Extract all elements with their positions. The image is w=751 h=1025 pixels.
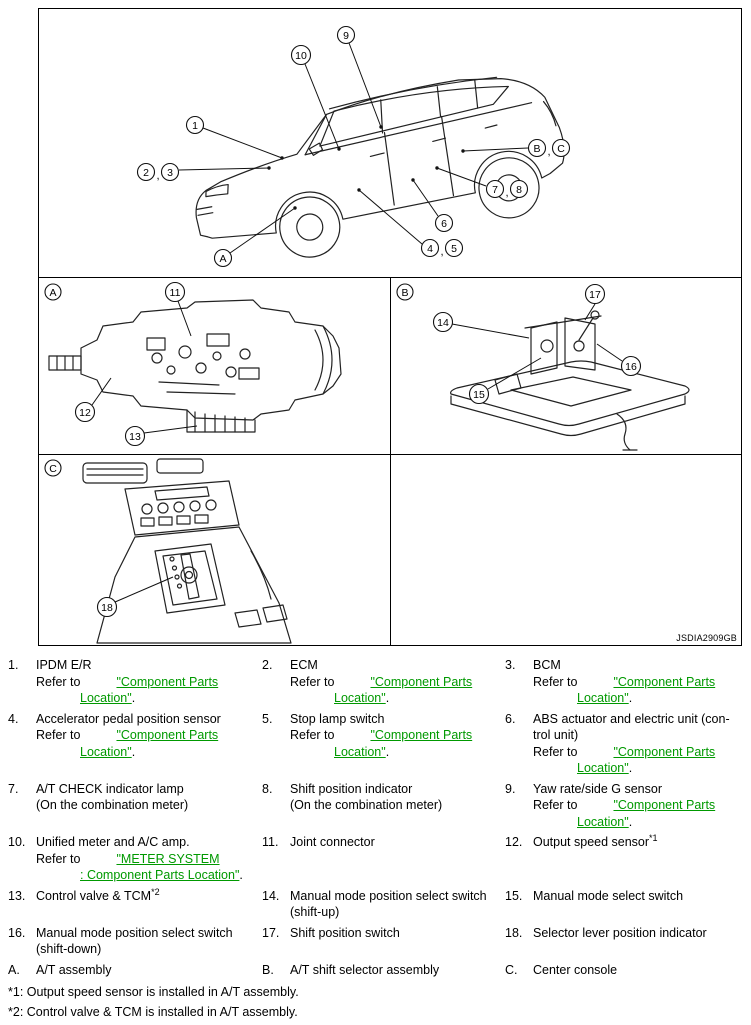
item-text: [36, 781, 256, 814]
legend-item-6: [505, 711, 743, 777]
item-name: Center console: [533, 962, 618, 977]
item-number: A.: [8, 962, 20, 977]
svg-text:1: 1: [192, 120, 198, 132]
item-name: Selector lever position indicator: [533, 925, 707, 940]
refer-line: [290, 727, 499, 760]
component-parts-location-link[interactable]: "Component Parts Location": [80, 674, 219, 705]
item-name: Unified meter and A/C amp.: [36, 835, 190, 849]
legend-item-4: [8, 711, 262, 777]
refer-label: Refer to: [36, 851, 81, 866]
component-parts-location-link[interactable]: "Component Parts Location": [577, 798, 716, 829]
footnote-1: *1: Output speed sensor is installed in A/T assembly.: [8, 985, 299, 999]
vehicle-overview-panel: [39, 9, 741, 278]
panel-a-transmission: [39, 278, 391, 454]
item-text: [36, 888, 256, 905]
callout-16: [622, 357, 641, 376]
item-name-line2: (shift-down): [36, 942, 102, 956]
item-text: [36, 962, 256, 979]
link-tail: .: [385, 691, 390, 705]
svg-text:C: C: [557, 143, 565, 155]
svg-text:3: 3: [167, 167, 173, 179]
item-text: [533, 925, 737, 942]
bottom-panels: [39, 455, 741, 645]
item-text: [533, 888, 737, 905]
svg-text:12: 12: [79, 407, 91, 419]
refer-line: [290, 674, 499, 707]
legend-item-13: [8, 888, 262, 921]
callout-14: [434, 313, 453, 332]
callout-a: [215, 250, 232, 267]
item-name: Yaw rate/side G sensor: [533, 781, 662, 796]
item-number: 9.: [505, 781, 516, 796]
car-callouts: [138, 27, 570, 267]
callout-8: [511, 181, 528, 198]
svg-text:16: 16: [625, 361, 637, 373]
svg-text:17: 17: [589, 289, 601, 301]
item-number: 16.: [8, 925, 26, 940]
item-number: 4.: [8, 711, 19, 726]
svg-text:A: A: [219, 253, 227, 265]
car-drawing: [181, 64, 576, 276]
svg-text:13: 13: [129, 431, 141, 443]
item-name: A/T shift selector assembly: [290, 962, 440, 977]
item-name: Accelerator pedal position sensor: [36, 711, 221, 726]
item-name: ECM: [290, 658, 318, 672]
callout-10: [292, 46, 311, 65]
legend-item-17: [262, 925, 505, 958]
legend-item-a: [8, 962, 262, 979]
refer-label: Refer to: [533, 744, 578, 759]
empty-panel: [391, 455, 741, 645]
svg-text:A: A: [49, 287, 57, 299]
svg-text:5: 5: [451, 243, 457, 255]
svg-text:B: B: [401, 287, 409, 299]
callout-7: [487, 181, 504, 198]
item-number: 14.: [262, 888, 280, 903]
link-tail: .: [385, 744, 390, 759]
car-leader-lines: [179, 43, 528, 253]
item-name-line2: (On the combination meter): [290, 798, 443, 812]
legend-item-10: [8, 834, 262, 884]
item-number: 13.: [8, 888, 26, 903]
item-number: C.: [505, 962, 518, 977]
car-location-diagram: [39, 9, 743, 277]
component-parts-location-link[interactable]: "Component Parts Location": [80, 728, 219, 759]
svg-text:11: 11: [169, 287, 181, 299]
center-console-diagram: [39, 455, 391, 645]
item-name: A/T assembly: [36, 962, 112, 977]
legend-item-2: [262, 657, 505, 707]
item-name: Manual mode position select switch: [36, 925, 233, 940]
item-text: [36, 657, 256, 707]
legend-item-11: [262, 834, 505, 884]
item-text: [290, 888, 499, 921]
item-name: Shift position indicator: [290, 781, 413, 796]
item-name: A/T CHECK indicator lamp: [36, 781, 184, 796]
item-number: B.: [262, 962, 274, 977]
item-text: [290, 657, 499, 707]
item-name-line2: trol unit): [533, 728, 579, 742]
legend-item-14: [262, 888, 505, 921]
middle-panels: [39, 278, 741, 455]
callout-15: [470, 385, 489, 404]
item-number: 12.: [505, 835, 523, 849]
footnote-marker: *1: [649, 832, 658, 843]
callout-c: [553, 140, 570, 157]
item-name: Control valve & TCM$^{*2}$: [36, 886, 160, 903]
item-number: 10.: [8, 835, 26, 849]
refer-line: [533, 797, 737, 830]
item-number: 15.: [505, 888, 523, 903]
svg-text:9: 9: [343, 30, 349, 42]
item-text: [533, 711, 737, 777]
comma: ,: [440, 246, 444, 258]
legend-item-1: [8, 657, 262, 707]
footnote-2: *2: Control valve & TCM is installed in A/T assembly.: [8, 1005, 298, 1019]
link-tail: .: [131, 691, 136, 705]
item-number: 6.: [505, 711, 516, 726]
item-number: 17.: [262, 925, 280, 940]
component-parts-location-link[interactable]: "Component Parts Location": [334, 674, 473, 705]
item-text: [290, 925, 499, 942]
refer-label: Refer to: [36, 674, 81, 689]
item-name: Manual mode select switch: [533, 888, 684, 903]
shift-selector-diagram: [391, 278, 742, 454]
legend-item-16: [8, 925, 262, 958]
item-name: Joint connector: [290, 835, 375, 849]
component-location-figure: [38, 8, 742, 646]
callout-3: [162, 164, 179, 181]
callout-18: [98, 598, 117, 617]
callout-13: [126, 427, 145, 446]
legend-item-9: [505, 781, 743, 831]
meter-system-component-parts-location-link[interactable]: "METER SYSTEM : Component Parts Location": [80, 851, 240, 882]
callout-9: [338, 27, 355, 44]
svg-text:8: 8: [516, 184, 522, 196]
legend-item-5: [262, 711, 505, 777]
item-number: 5.: [262, 711, 273, 726]
footnotes: [8, 982, 299, 1022]
item-text: [290, 711, 499, 761]
item-name: Stop lamp switch: [290, 711, 385, 726]
legend-item-8: [262, 781, 505, 831]
callout-4: [422, 240, 439, 257]
link-tail: .: [628, 691, 633, 705]
svg-text:C: C: [49, 463, 57, 475]
callout-12: [76, 403, 95, 422]
callout-b: [529, 140, 546, 157]
transmission-diagram: [39, 278, 391, 454]
item-text: [36, 925, 256, 958]
callout-5: [446, 240, 463, 257]
refer-line: [36, 851, 256, 884]
refer-label: Refer to: [533, 798, 578, 812]
panel-c-label: [45, 460, 61, 476]
item-text: [36, 711, 256, 761]
legend-item-b: [262, 962, 505, 979]
item-name-line2: (shift-up): [290, 905, 340, 919]
refer-line: [533, 674, 737, 707]
link-tail: .: [239, 868, 243, 882]
item-name: BCM: [533, 658, 561, 672]
refer-line: [36, 674, 256, 707]
item-name: Shift position switch: [290, 925, 400, 940]
callout-1: [187, 117, 204, 134]
item-text: [533, 781, 737, 831]
svg-text:14: 14: [437, 317, 449, 329]
comma: ,: [156, 170, 160, 182]
item-text: [533, 657, 737, 707]
svg-text:7: 7: [492, 184, 498, 196]
figure-code: JSDIA2909GB: [676, 633, 737, 643]
item-name: Output speed sensor$^{*1}$: [533, 832, 658, 849]
center-console-drawing: [83, 459, 291, 643]
shift-selector-drawing: [451, 311, 689, 450]
panel-b-label: [397, 284, 413, 300]
svg-text:18: 18: [101, 602, 113, 614]
item-text: [290, 781, 499, 814]
svg-text:B: B: [533, 143, 541, 155]
transmission-leader-lines: [92, 301, 197, 433]
panel-b-shift-selector: [391, 278, 742, 454]
legend-item-12: [505, 834, 743, 884]
svg-text:10: 10: [295, 50, 307, 62]
item-name: ABS actuator and electric unit (con-: [533, 711, 730, 726]
component-parts-location-link[interactable]: "Component Parts Location": [577, 674, 716, 705]
callout-2: [138, 164, 155, 181]
callout-17: [586, 285, 605, 304]
parts-legend: [8, 657, 745, 978]
refer-line: [36, 727, 256, 760]
svg-text:6: 6: [441, 218, 447, 230]
legend-item-c: [505, 962, 743, 979]
link-tail: .: [131, 744, 136, 759]
panel-c-center-console: [39, 455, 391, 645]
refer-label: Refer to: [36, 728, 81, 742]
legend-item-7: [8, 781, 262, 831]
item-text: [36, 834, 256, 884]
svg-text:15: 15: [473, 389, 485, 401]
component-parts-location-link[interactable]: "Component Parts Location": [577, 744, 716, 775]
callout-6: [436, 215, 453, 232]
item-number: 3.: [505, 658, 516, 672]
item-number: 2.: [262, 658, 273, 672]
svg-text:2: 2: [143, 167, 149, 179]
comma: ,: [547, 146, 551, 158]
callout-11: [166, 283, 185, 302]
link-tail: .: [628, 814, 633, 829]
item-number: 11.: [262, 835, 279, 849]
panel-a-label: [45, 284, 61, 300]
legend-item-3: [505, 657, 743, 707]
item-name-line2: (On the combination meter): [36, 798, 189, 812]
svg-text:4: 4: [427, 243, 433, 255]
link-tail: .: [628, 761, 633, 775]
item-text: [290, 834, 499, 851]
item-text: [533, 962, 737, 979]
item-text: [290, 962, 499, 979]
item-number: 18.: [505, 925, 523, 940]
refer-line: [533, 744, 737, 777]
component-parts-location-link[interactable]: "Component Parts Location": [334, 728, 473, 759]
refer-label: Refer to: [290, 728, 335, 742]
footnote-marker: *2: [151, 886, 160, 897]
refer-label: Refer to: [533, 674, 578, 689]
item-name: Manual mode position select switch: [290, 888, 487, 903]
item-text: [533, 834, 737, 851]
refer-label: Refer to: [290, 674, 335, 689]
legend-item-15: [505, 888, 743, 921]
item-name: IPDM E/R: [36, 658, 92, 672]
item-number: 7.: [8, 781, 19, 796]
item-number: 8.: [262, 781, 273, 796]
item-number: 1.: [8, 658, 19, 672]
legend-item-18: [505, 925, 743, 958]
comma: ,: [505, 187, 509, 199]
